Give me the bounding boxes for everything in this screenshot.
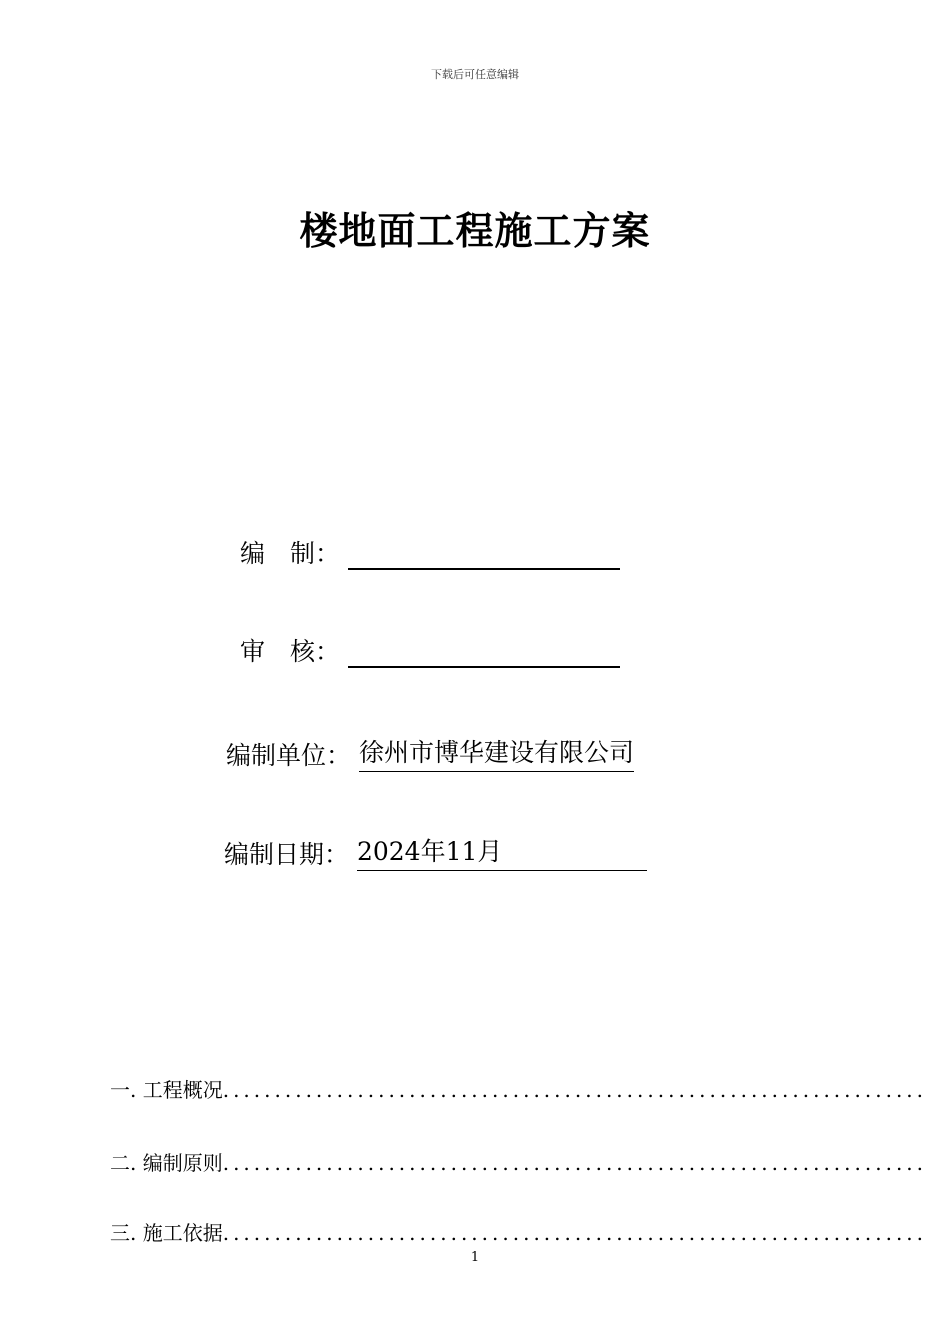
page-number: 1 [470,1250,480,1265]
reviewer-field [240,632,620,668]
unit-field [226,733,634,772]
date-value: 2024年11月 [357,832,647,871]
toc-entry-label: 三. 施工依据 [110,1221,223,1245]
date-field [224,832,647,871]
document-title: 楼地面工程施工方案 [299,208,651,253]
header-note: 下载后可任意编辑 [431,68,519,81]
unit-value: 徐州市博华建设有限公司 [359,733,634,772]
toc-entry [110,1147,928,1176]
toc-leader-dots: .................................................................... [222,1078,928,1102]
reviewer-blank [348,636,620,668]
reviewer-label: 审 核： [240,637,341,666]
editor-field [240,534,620,570]
toc-entry-label: 二. 编制原则 [110,1151,223,1175]
toc-entry [110,1074,928,1103]
toc-leader-dots: .................................................................... [222,1151,928,1175]
unit-label: 编制单位： [226,741,352,770]
date-label: 编制日期： [224,840,350,869]
toc-leader-dots: .................................................................... [222,1221,928,1245]
toc-entry-label: 一. 工程概况 [110,1078,223,1102]
editor-label: 编 制： [240,539,341,568]
editor-blank [348,538,620,570]
toc-entry [110,1217,928,1246]
